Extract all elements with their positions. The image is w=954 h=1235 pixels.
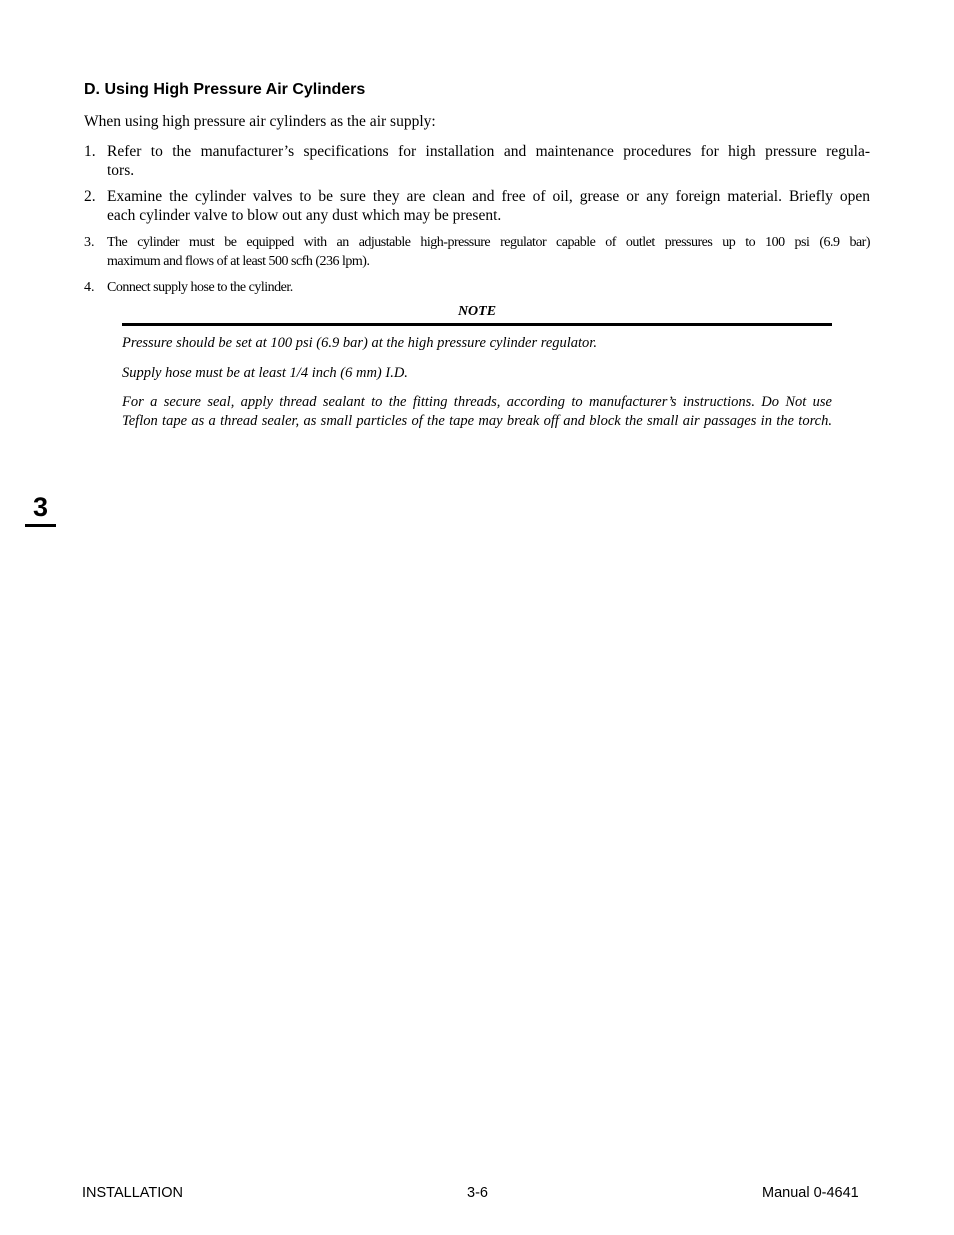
list-number: 4. [84,280,95,295]
list-text-line: The cylinder must be equipped with an adjustable high-pressure regulator capable of outlet pressures up to 100 psi (6.9 bar) [107,235,870,250]
list-number: 2. [84,188,96,205]
chapter-tab: 3 [32,492,49,522]
list-text-line: tors. [107,162,135,179]
list-text-line: Examine the cylinder valves to be sure they are clean and free of oil, grease or any foreign material. Briefly open [107,188,870,205]
footer-manual-number: Manual 0-4641 [762,1185,859,1201]
note-text-line: Supply hose must be at least 1/4 inch (6 mm) I.D. [122,365,408,381]
chapter-tab-rule [25,524,56,527]
list-text-line: each cylinder valve to blow out any dust which may be present. [107,207,502,224]
note-text-line: Teflon tape as a thread sealer, as small particles of the tape may break off and block the small air passages in the torch. [122,413,832,429]
note-paragraph [122,364,832,383]
note-label: NOTE [457,304,497,319]
note-text-line: For a secure seal, apply thread sealant to the fitting threads, according to manufacturer’s instructions. Do Not use [122,394,832,410]
section-heading: D. Using High Pressure Air Cylinders [84,81,366,98]
note-paragraph [122,334,832,353]
list-item [84,142,870,180]
note-text-line: Pressure should be set at 100 psi (6.9 bar) at the high pressure cylinder regulator. [122,335,597,351]
list-number: 3. [84,235,95,250]
list-text-line: Connect supply hose to the cylinder. [107,280,293,295]
list-number: 1. [84,143,96,160]
list-item [84,278,870,297]
list-item [84,187,870,225]
note-paragraph [122,393,832,431]
list-text-line: Refer to the manufacturer’s specifications for installation and maintenance procedures for high pressure regula- [107,143,870,160]
footer-section-title: INSTALLATION [82,1185,183,1201]
note-rule [122,323,832,326]
footer-page-number: 3-6 [467,1185,488,1201]
list-text-line: maximum and flows of at least 500 scfh (236 lpm). [107,254,370,269]
intro-text: When using high pressure air cylinders as the air supply: [84,113,436,130]
list-item [84,233,870,271]
